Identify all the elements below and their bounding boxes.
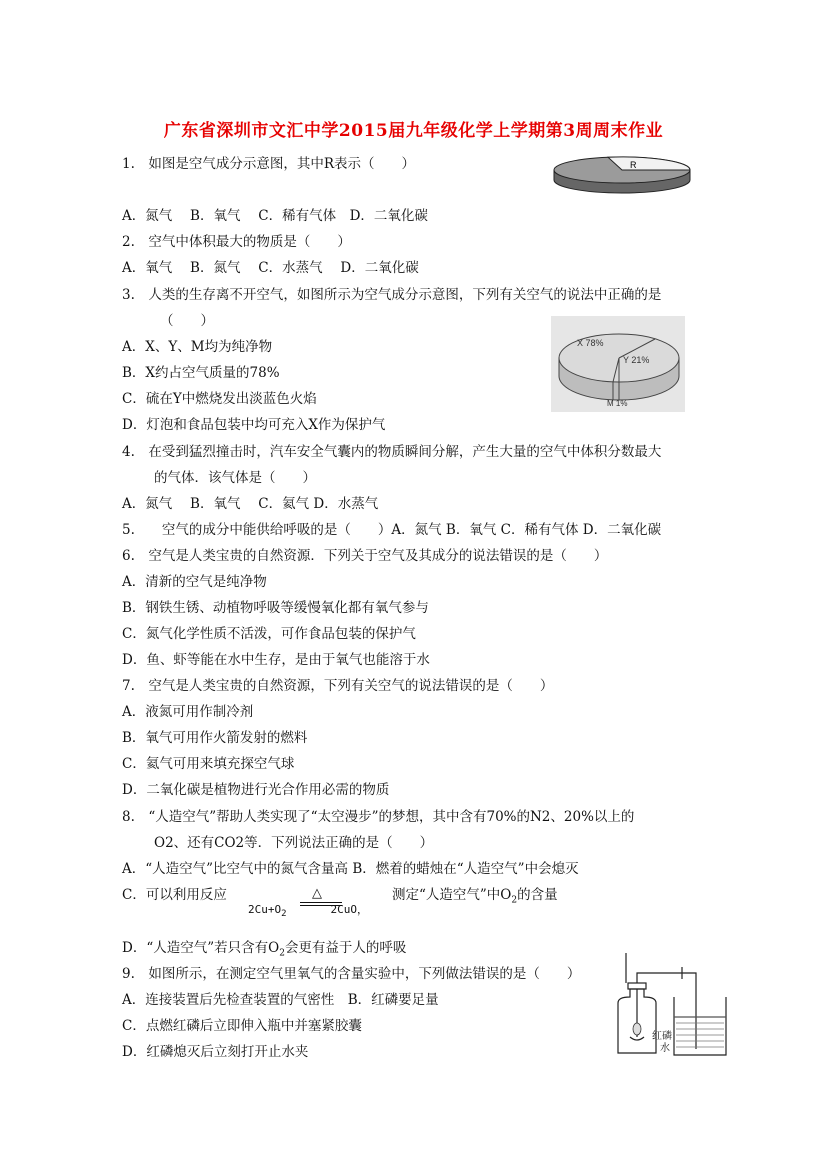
pie-label-r: R bbox=[630, 160, 637, 170]
q6-text: 6. 空气是人类宝贵的自然资源．下列关于空气及其成分的说法错误的是（ ） bbox=[122, 548, 608, 564]
q3-option-b: B．X约占空气质量的78% bbox=[122, 365, 280, 381]
q6-option-d: D．鱼、虾等能在水中生存，是由于氧气也能溶于水 bbox=[122, 652, 430, 668]
q6-option-b: B．钢铁生锈、动植物呼吸等缓慢氧化都有氧气参与 bbox=[122, 600, 429, 616]
label-red-phosphorus: 红磷 bbox=[652, 1031, 672, 1042]
q9-option-ab: A．连接装置后先检查装置的气密性 B．红磷要足量 bbox=[122, 992, 439, 1008]
label-water: 水 bbox=[660, 1043, 670, 1054]
pie-label-m: M 1% bbox=[607, 399, 628, 408]
q9-option-d: D．红磷熄灭后立刻打开止水夹 bbox=[122, 1044, 309, 1060]
q3-text: 3. 人类的生存离不开空气，如图所示为空气成分示意图，下列有关空气的说法中正确的是 bbox=[122, 287, 662, 303]
q7-option-c: C．氦气可用来填充探空气球 bbox=[122, 756, 295, 772]
q2-text: 2. 空气中体积最大的物质是（ ） bbox=[122, 234, 351, 250]
q3-option-d: D．灯泡和食品包装中均可充入X作为保护气 bbox=[122, 417, 386, 433]
pie-label-y: Y 21% bbox=[623, 355, 650, 365]
q2-options: A．氧气 B．氮气 C．水蒸气 D．二氧化碳 bbox=[122, 260, 419, 276]
q8-option-d: D．“人造空气”若只含有$O_2$会更有益于人的呼吸 bbox=[122, 940, 407, 959]
q7-text: 7. 空气是人类宝贵的自然资源，下列有关空气的说法错误的是（ ） bbox=[122, 678, 554, 694]
q4-text: 4. 在受到猛烈撞击时，汽车安全气囊内的物质瞬间分解，产生大量的空气中体积分数最大 bbox=[122, 444, 662, 460]
q8-text-continued: O2、还有CO2等．下列说法正确的是（ ） bbox=[154, 835, 434, 851]
q3-text-continued: （ ） bbox=[160, 313, 214, 329]
q4-text-continued: 的气体．该气体是（ ） bbox=[154, 470, 316, 486]
chemical-equation: △ $2Cu+O_2$ 2CuO， bbox=[248, 886, 369, 920]
pie-label-x: X 78% bbox=[577, 338, 604, 348]
q7-option-a: A．液氮可用作制冷剂 bbox=[122, 704, 254, 720]
q1-options: A．氮气 B．氧气 C．稀有气体 D．二氧化碳 bbox=[122, 208, 428, 224]
q4-options: A．氮气 B．氧气 C．氦气 D．水蒸气 bbox=[122, 496, 379, 512]
q3-option-c: C．硫在Y中燃烧发出淡蓝色火焰 bbox=[122, 391, 317, 407]
q9-option-c: C．点燃红磷后立即伸入瓶中并塞紧胶囊 bbox=[122, 1018, 362, 1034]
q6-option-a: A．清新的空气是纯净物 bbox=[122, 574, 267, 590]
air-composition-pie-figure bbox=[546, 148, 698, 196]
q8-option-c: C．可以利用反应 bbox=[122, 887, 227, 903]
oxygen-measurement-apparatus-figure bbox=[604, 953, 734, 1063]
q7-option-d: D．二氧化碳是植物进行光合作用必需的物质 bbox=[122, 782, 390, 798]
heat-condition: △ bbox=[312, 886, 322, 901]
q3-option-a: A．X、Y、M均为纯净物 bbox=[122, 339, 273, 355]
flame-icon bbox=[633, 1023, 641, 1035]
q9-text: 9. 如图所示，在测定空气里氧气的含量实验中，下列做法错误的是（ ） bbox=[122, 966, 581, 982]
q5-text: 5. 空气的成分中能供给呼吸的是（ ）A．氮气 B．氧气 C．稀有气体 D．二氧化碳 bbox=[122, 522, 662, 538]
q6-option-c: C．氮气化学性质不活泼，可作食品包装的保护气 bbox=[122, 626, 416, 642]
q8-option-c-continued: 测定“人造空气”中$O_2$的含量 bbox=[392, 887, 558, 906]
equation-product: 2CuO bbox=[330, 903, 358, 916]
air-composition-pie-figure-2 bbox=[551, 316, 685, 412]
equation-reactants: 2Cu+O bbox=[248, 903, 282, 916]
page-title: 广东省深圳市文汇中学2015届九年级化学上学期第3周周末作业 bbox=[163, 121, 664, 141]
q8-option-ab: A．“人造空气”比空气中的氮气含量高 B．燃着的蜡烛在“人造空气”中会熄灭 bbox=[122, 861, 579, 877]
q1-text: 1. 如图是空气成分示意图，其中R表示（ ） bbox=[122, 156, 416, 172]
q8-text: 8. “人造空气”帮助人类实现了“太空漫步”的梦想，其中含有70%的N2、20%以上的 bbox=[122, 809, 635, 825]
q7-option-b: B．氧气可用作火箭发射的燃料 bbox=[122, 730, 308, 746]
